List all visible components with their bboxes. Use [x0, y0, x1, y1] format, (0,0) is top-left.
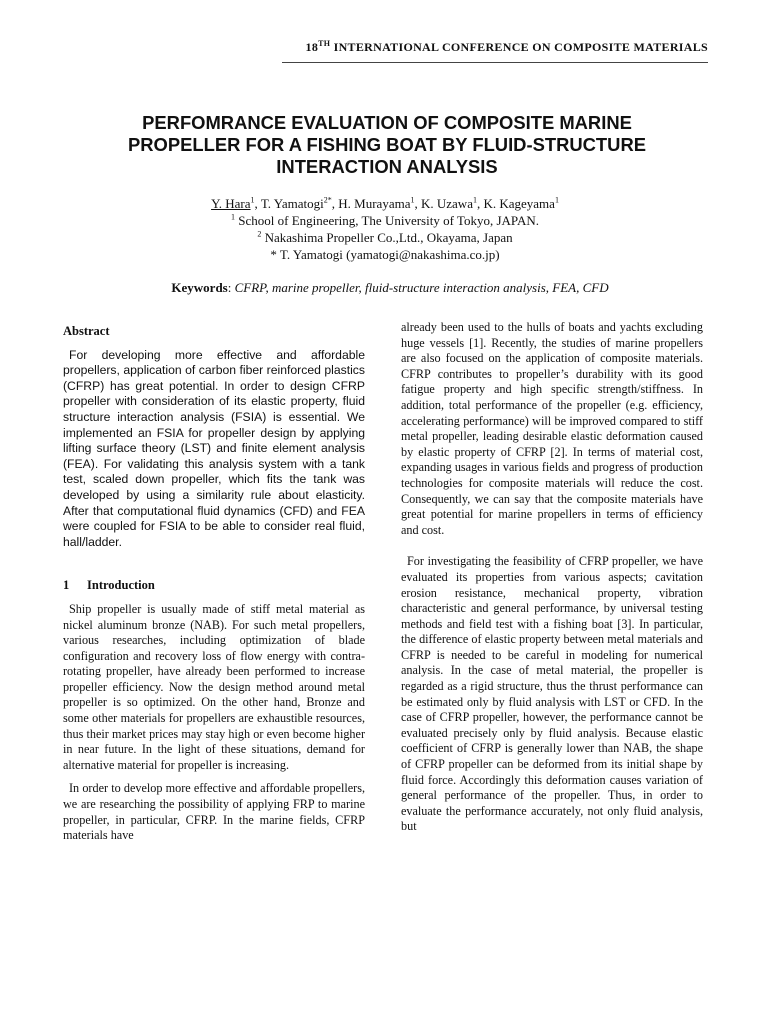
keywords-label: Keywords [171, 280, 228, 295]
conference-ordinal: 18 [305, 40, 319, 54]
keywords-line: Keywords: CFRP, marine propeller, fluid-structure interaction analysis, FEA, CFD [171, 280, 609, 295]
author-uzawa: K. Uzawa [420, 196, 473, 211]
introduction-paragraph-3: For investigating the feasibility of CFRP propeller, we have evaluated its properties from various aspects; cavitation erosion resistance, mechanical property, vibration characteristic and general performance, by universal testing methods and field test with a fishing boat [3]. In particular, the difference of elastic property between metal materials and CFRP is needed to be careful in modeling for numerical analysis. In the case of metal material, the propeller is regarded as a rigid structure, thus the thrust performance can be estimated only by fluid analysis with LST or CFD. In the case of CFRP propeller, however, the performance cannot be evaluated precisely only by fluid analysis. Because elastic coefficient of CFRP is generally lower than NAB, the shape of CFRP propeller can be deformed from its initial shape by fluid force. Accordingly this deformation causes variation of general performance of the propeller. Thus, in order to evaluate the performance accurately, not only fluid analysis, but [401, 554, 703, 834]
author-murayama-affil: 1 [410, 195, 415, 205]
introduction-paragraph-2: In order to develop more effective and affordable propellers, we are researching the possibility of applying FRP to marine propeller, in particular, CFRP. In the marine fields, CFRP materials have [63, 781, 365, 843]
abstract-text: For developing more effective and affordable propellers, application of carbon fiber reinforced plastics (CFRP) has great potential. In order to design CFRP propeller with consideration of its elastic property, fluid structure interaction analysis (FSIA) is essential. We implemented an FSIA for propeller design by applying lifting surface theory (LST) and finite element analysis (FEA). For validating this analysis system with a tank test, scaled down propeller, which fits the tank was developed by using a similarity rule about elasticity. After that computational fluid dynamics (CFD) and FEA were coupled for FSIA to be able to consider real fluid, hall/ladder. [63, 347, 365, 549]
title-line-1: PERFOMRANCE EVALUATION OF COMPOSITE MARINE [142, 112, 632, 133]
header-rule [282, 62, 708, 63]
author-kageyama: K. Kageyama [483, 196, 555, 211]
right-column [401, 320, 703, 835]
conference-name: INTERNATIONAL CONFERENCE ON COMPOSITE MATERIALS [333, 40, 708, 54]
author-uzawa-affil: 1 [472, 195, 477, 205]
affiliation-1-marker: 1 [231, 212, 235, 222]
left-column [63, 324, 365, 844]
introduction-heading [63, 578, 365, 594]
title-line-2: PROPELLER FOR A FISHING BOAT BY FLUID-STRUCTURE [128, 134, 646, 155]
author-hara: Y. Hara [211, 196, 251, 211]
abstract-heading: Abstract [63, 324, 110, 338]
affiliation-2-text: Nakashima Propeller Co.,Ltd., Okayama, Japan [264, 230, 513, 245]
affiliation-2 [100, 229, 670, 246]
corresponding-author: * T. Yamatogi (yamatogi@nakashima.co.jp) [270, 247, 500, 262]
introduction-paragraph-2-continued: already been used to the hulls of boats and yachts excluding huge vessels [1]. Recently, the studies of marine propellers are also focused on the application of composite materials. CFRP contributes to propeller’s durability with its good fatigue property and high specific strength/stiffness. In addition, total performance of the propeller (e.g. efficiency, accelerating performance) will be improved compared to stiff metal propeller, leading desirable elastic deformation caused by elastic property of CFRP [2]. In terms of material cost, expanding usages in various fields and progress of production technologies for composite materials will reduce the cost. Consequently, we can say that the composite materials have great potential for marine propellers in terms of efficiency and cost. [401, 320, 703, 537]
author-murayama: H. Murayama [338, 196, 411, 211]
author-list: Y. Hara$^1$, T. Yamatogi$^{2*}$, H. Murayama$^1$, K. Uzawa$^1$, K. Kageyama$^1$ [211, 195, 559, 211]
author-yamatogi-affil: 2* [323, 195, 332, 205]
affiliation-1-text: School of Engineering, The University of Tokyo, JAPAN. [238, 213, 539, 228]
conference-header [306, 40, 708, 55]
introduction-number: 1 [63, 578, 70, 593]
affiliation-1 [100, 212, 670, 229]
author-kageyama-affil: 1 [554, 195, 559, 205]
conference-ordinal-suffix: TH [318, 39, 331, 48]
paper-title [80, 112, 694, 178]
introduction-paragraph-1: Ship propeller is usually made of stiff metal material as nickel aluminum bronze (NAB). For such metal propellers, various researches, including optimization of blade configuration and recovery loss of flow energy with contra-rotating propeller, have already been performed to increase propeller efficiency. Now the design method around metal propeller is so optimized. On the other hand, Bronze and some other materials for propellers are exhaustible resources, thus their market prices may stay high or even become higher in near future. In the light of these situations, demand for alternative material for propeller is increasing. [63, 601, 365, 772]
affiliation-2-marker: 2 [257, 229, 262, 239]
author-hara-affil: 1 [250, 195, 255, 205]
author-yamatogi: T. Yamatogi [260, 196, 324, 211]
keywords-text: CFRP, marine propeller, fluid-structure interaction analysis, FEA, CFD [234, 280, 609, 295]
title-line-3: INTERACTION ANALYSIS [276, 156, 498, 177]
introduction-title: Introduction [87, 578, 155, 593]
authors-block [100, 195, 670, 263]
